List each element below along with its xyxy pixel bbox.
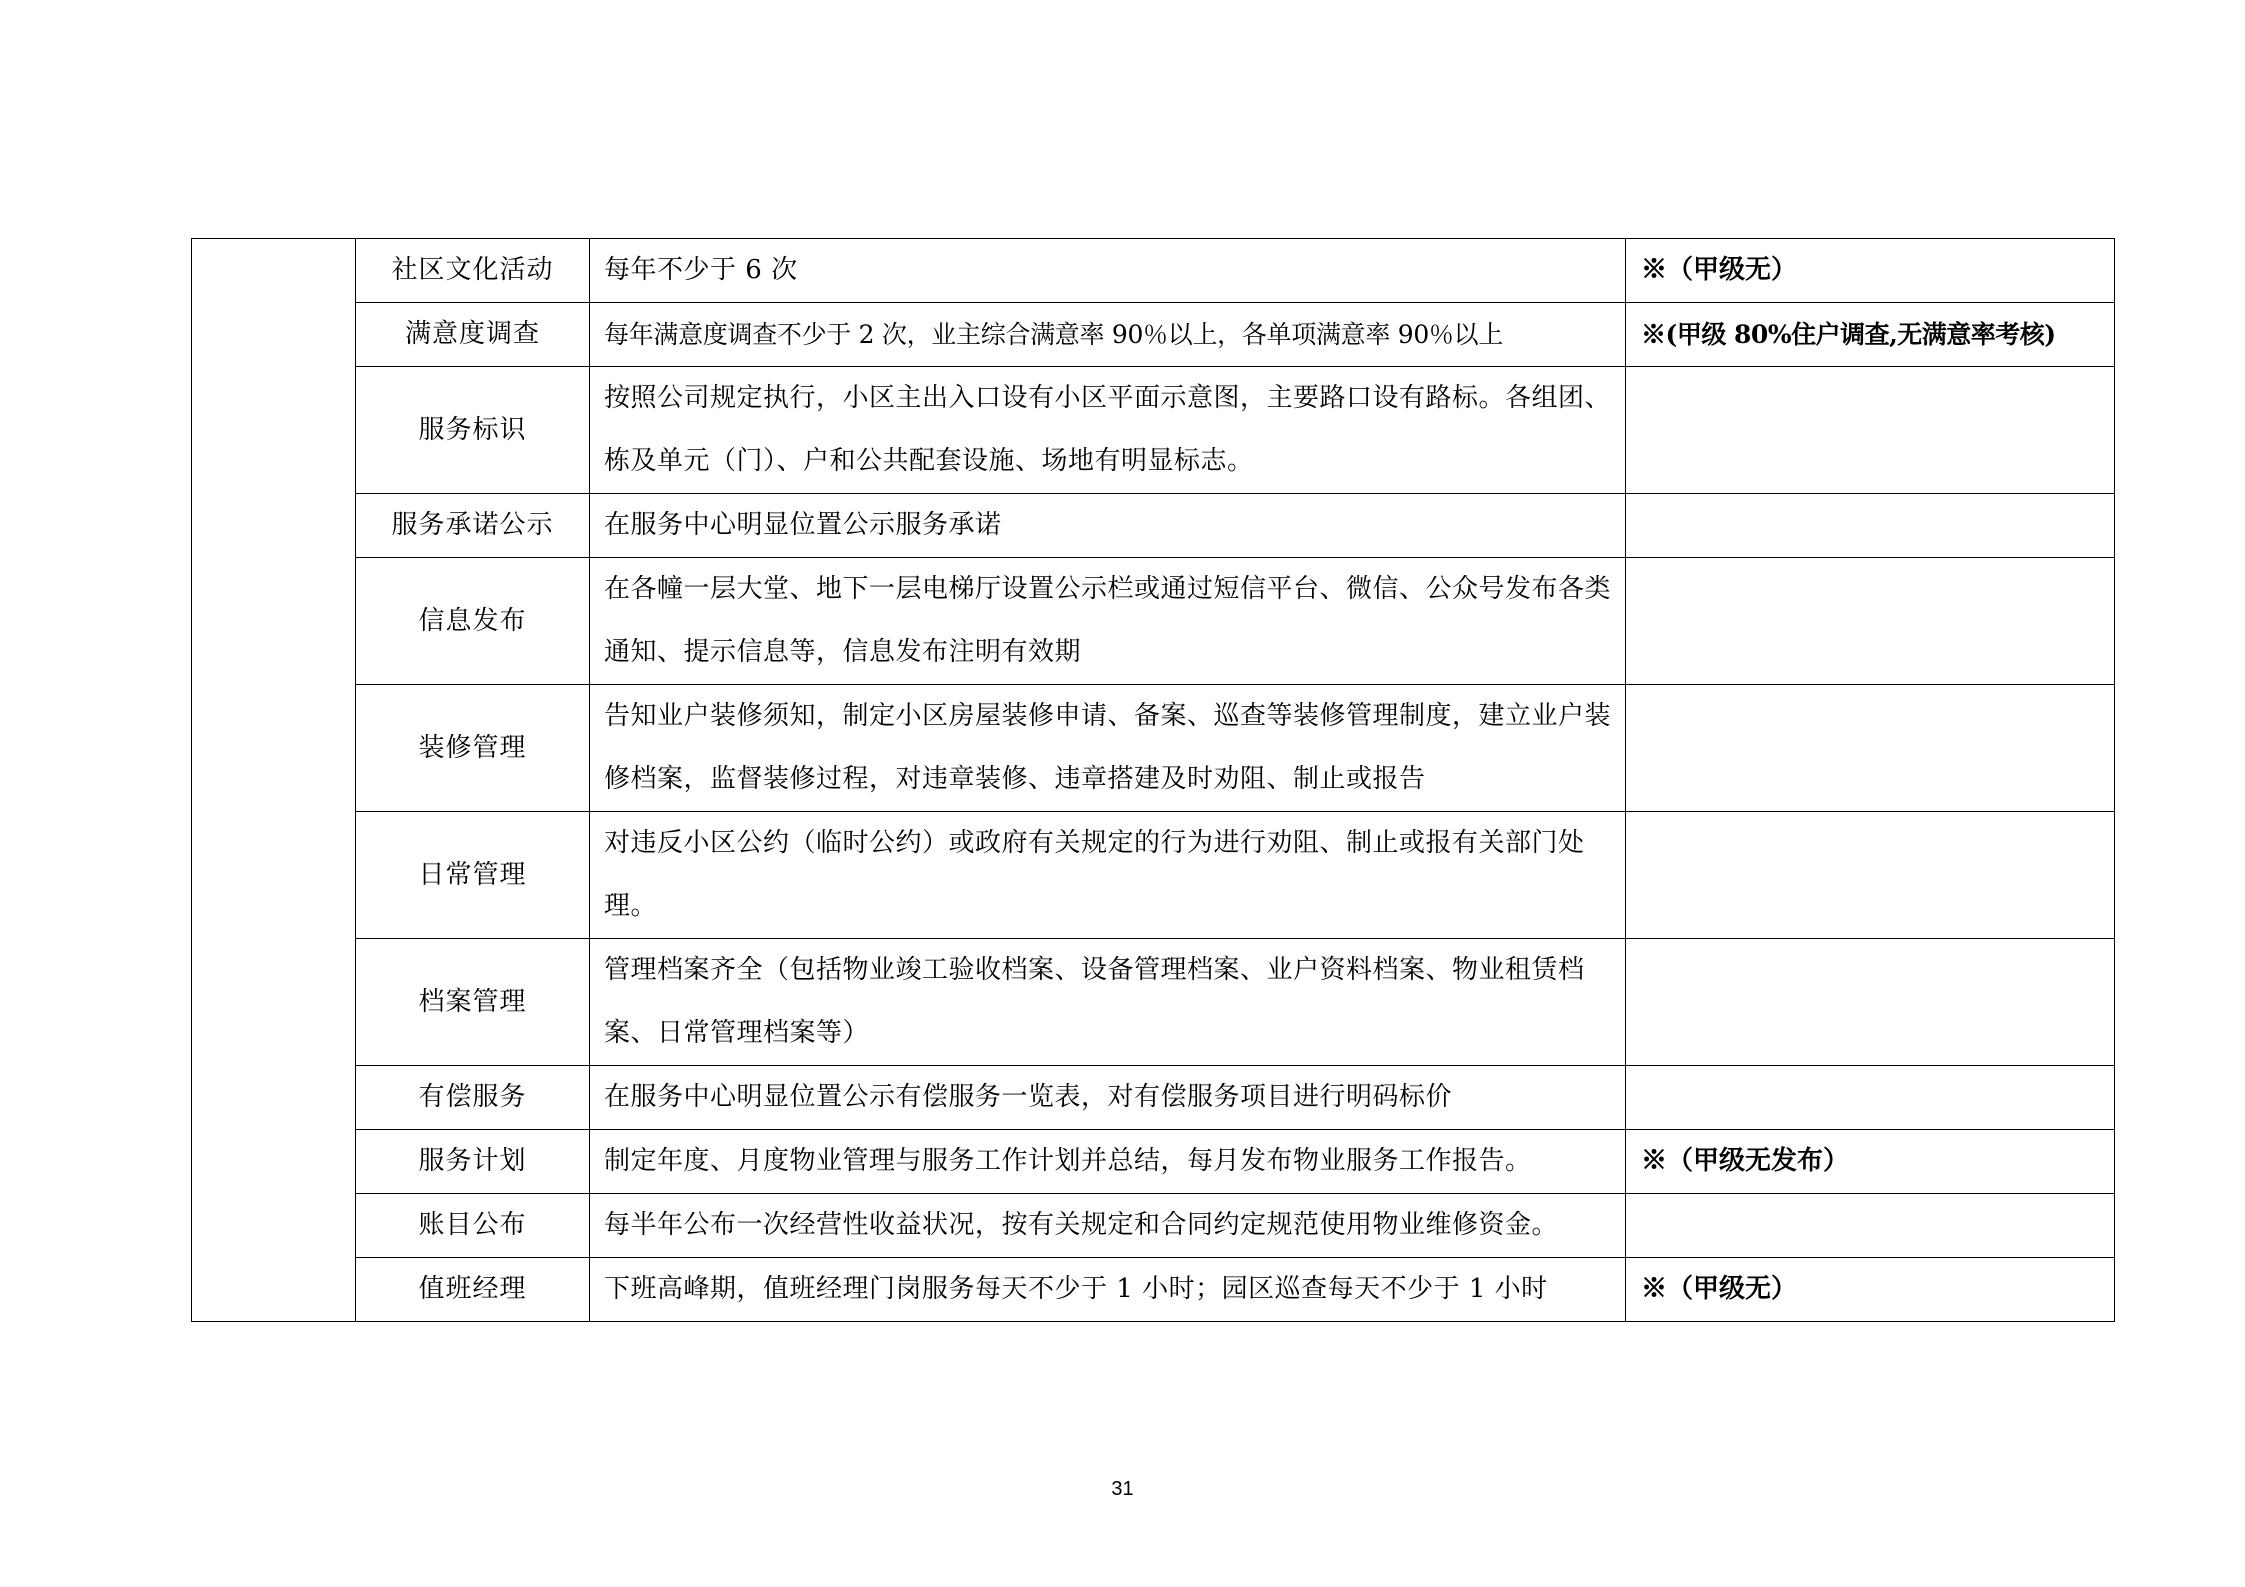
table-row [192,558,2115,685]
note-cell [1626,685,2115,812]
note-cell [1626,494,2115,558]
item-cell: 信息发布 [356,558,590,685]
table-row [192,494,2115,558]
standard-cell: 每年满意度调查不少于 2 次，业主综合满意率 90％以上，各单项满意率 90％以上 [590,303,1626,367]
item-cell: 满意度调查 [356,303,590,367]
item-cell: 服务承诺公示 [356,494,590,558]
standard-cell: 每年不少于 6 次 [590,239,1626,303]
item-cell: 值班经理 [356,1258,590,1322]
item-cell: 日常管理 [356,812,590,939]
item-cell: 有偿服务 [356,1066,590,1130]
table-row [192,1194,2115,1258]
note-cell: ※（甲级无） [1626,1258,2115,1322]
item-cell: 服务计划 [356,1130,590,1194]
note-cell [1626,558,2115,685]
table-row [192,1258,2115,1322]
standard-cell: 按照公司规定执行，小区主出入口设有小区平面示意图，主要路口设有路标。各组团、栋及单元（门）、户和公共配套设施、场地有明显标志。 [590,367,1626,494]
page-number: 31 [1111,1478,1134,1500]
standard-cell: 对违反小区公约（临时公约）或政府有关规定的行为进行劝阻、制止或报有关部门处理。 [590,812,1626,939]
item-cell: 社区文化活动 [356,239,590,303]
item-cell: 服务标识 [356,367,590,494]
item-cell: 档案管理 [356,939,590,1066]
table-row [192,1066,2115,1130]
standard-cell: 下班高峰期，值班经理门岗服务每天不少于 1 小时；园区巡查每天不少于 1 小时 [590,1258,1626,1322]
table-row [192,812,2115,939]
item-cell: 账目公布 [356,1194,590,1258]
note-cell: ※(甲级 80%住户调查,无满意率考核) [1626,303,2115,367]
standard-cell: 制定年度、月度物业管理与服务工作计划并总结，每月发布物业服务工作报告。 [590,1130,1626,1194]
table-row [192,685,2115,812]
standard-cell: 在服务中心明显位置公示服务承诺 [590,494,1626,558]
note-cell [1626,1194,2115,1258]
table-row [192,939,2115,1066]
standards-table [191,238,2115,1322]
item-cell: 装修管理 [356,685,590,812]
note-cell: ※（甲级无） [1626,239,2115,303]
standard-cell: 每半年公布一次经营性收益状况，按有关规定和合同约定规范使用物业维修资金。 [590,1194,1626,1258]
note-cell [1626,1066,2115,1130]
table-row [192,1130,2115,1194]
standard-cell: 在服务中心明显位置公示有偿服务一览表，对有偿服务项目进行明码标价 [590,1066,1626,1130]
table-row [192,239,2115,303]
table-row [192,303,2115,367]
note-cell [1626,939,2115,1066]
standard-cell: 告知业户装修须知，制定小区房屋装修申请、备案、巡查等装修管理制度，建立业户装修档案，监督装修过程，对违章装修、违章搭建及时劝阻、制止或报告 [590,685,1626,812]
standard-cell: 管理档案齐全（包括物业竣工验收档案、设备管理档案、业户资料档案、物业租赁档案、日常管理档案等） [590,939,1626,1066]
table-row [192,367,2115,494]
note-cell: ※（甲级无发布） [1626,1130,2115,1194]
category-cell [192,239,356,1322]
note-cell [1626,812,2115,939]
note-cell [1626,367,2115,494]
standard-cell: 在各幢一层大堂、地下一层电梯厅设置公示栏或通过短信平台、微信、公众号发布各类通知、提示信息等，信息发布注明有效期 [590,558,1626,685]
